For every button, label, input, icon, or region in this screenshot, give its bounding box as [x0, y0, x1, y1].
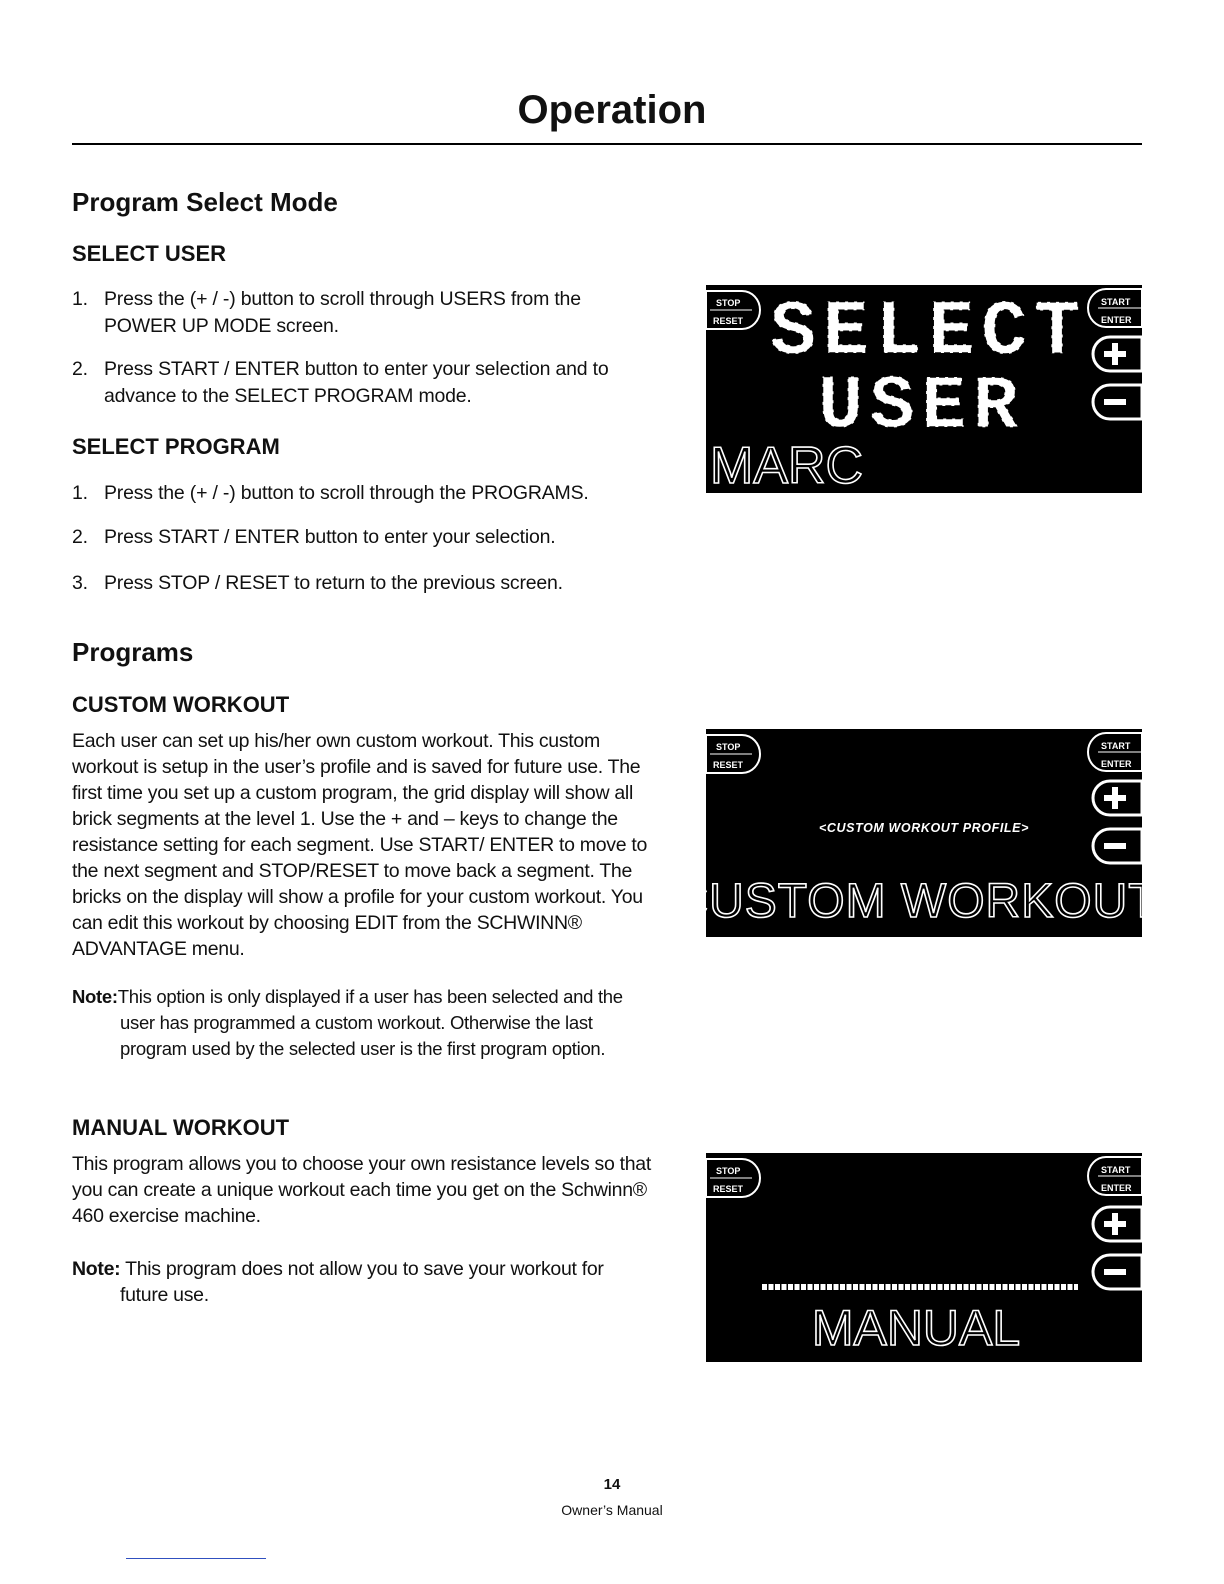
start-label: START — [1101, 741, 1131, 751]
list-number: 3. — [72, 572, 88, 594]
minus-icon — [1093, 1255, 1142, 1289]
note-label: Note: — [72, 986, 118, 1007]
list-text: Press the (+ / -) button to scroll through USERS from the POWER UP MODE screen. — [104, 288, 581, 337]
list-item — [72, 480, 632, 507]
display-line-1: SELECT — [769, 289, 1087, 377]
footer-label: Owner’s Manual — [561, 1502, 663, 1518]
stop-label: STOP — [716, 1166, 741, 1176]
stop-label: STOP — [716, 298, 741, 308]
list-item — [72, 524, 632, 551]
start-label: START — [1101, 1165, 1131, 1175]
note-text: This option is only displayed if a user has been selected and the user has programmed a custom workout. Otherwise the last program used by the selected user is the first program option. — [117, 986, 623, 1059]
enter-label: ENTER — [1101, 1183, 1132, 1193]
subheading-custom-workout: CUSTOM WORKOUT — [72, 692, 290, 717]
plus-icon — [1093, 1207, 1142, 1241]
stop-reset-button — [706, 735, 760, 773]
reset-label: RESET — [713, 316, 744, 326]
plus-icon — [1093, 337, 1142, 371]
list-item — [72, 286, 632, 340]
subheading-select-user: SELECT USER — [72, 241, 227, 266]
manual-workout-body: This program allows you to choose your own resistance levels so that you can create a unique workout each time you get on the Schwinn® 460 exercise machine. — [72, 1153, 651, 1227]
subheading-select-program: SELECT PROGRAM — [72, 434, 280, 459]
console-display-manual — [706, 1153, 1142, 1362]
list-number: 2. — [72, 526, 88, 548]
display-main-text: MANUAL — [811, 1300, 1021, 1356]
custom-workout-body: Each user can set up his/her own custom workout. This custom workout is setup in the user’s profile and is saved for future use. The first time you set up a custom program, the grid display will show all brick segments at the level 1. Use the + and – keys to change the resistance setting for each segment. Use START/ ENTER to move to the next segment and STOP/RESET to move back a segment. The bricks on the display will show a profile for your custom workout. You can edit this workout by choosing EDIT from the SCHWINN® ADVANTAGE menu. — [72, 730, 648, 960]
minus-icon — [1093, 385, 1142, 419]
section-heading-program-select: Program Select Mode — [72, 187, 338, 217]
enter-label: ENTER — [1101, 759, 1132, 769]
page-number: 14 — [603, 1476, 621, 1493]
list-item — [72, 356, 632, 410]
section-heading-programs: Programs — [72, 637, 194, 667]
list-text: Press the (+ / -) button to scroll through the PROGRAMS. — [104, 482, 589, 504]
console-display-custom-workout — [673, 729, 1159, 937]
footer-rule — [126, 1558, 266, 1559]
list-text: Press START / ENTER button to enter your selection. — [104, 526, 556, 548]
plus-icon — [1093, 781, 1142, 815]
list-number: 2. — [72, 358, 88, 380]
display-main-text: CUSTOM WORKOUT — [673, 875, 1159, 928]
title-divider — [72, 143, 1142, 145]
reset-label: RESET — [713, 1184, 744, 1194]
reset-label: RESET — [713, 760, 744, 770]
minus-icon — [1093, 829, 1142, 863]
list-number: 1. — [72, 288, 88, 310]
start-enter-button — [1088, 289, 1142, 327]
note-label: Note: — [72, 1258, 121, 1280]
display-user-name: MARC — [710, 437, 864, 495]
manual-workout-note — [72, 1256, 652, 1308]
console-display-select-user — [706, 285, 1142, 493]
stop-reset-button — [706, 291, 760, 329]
page-title: Operation — [517, 88, 707, 132]
list-item — [72, 570, 632, 597]
display-line-2: USER — [817, 364, 1025, 450]
start-enter-button — [1088, 733, 1142, 771]
list-number: 1. — [72, 482, 88, 504]
note-text: This program does not allow you to save your workout for future use. — [120, 1258, 604, 1306]
start-enter-button — [1088, 1157, 1142, 1195]
list-text: Press START / ENTER button to enter your selection and to advance to the SELECT PROGRAM mode. — [104, 358, 609, 407]
subheading-manual-workout: MANUAL WORKOUT — [72, 1115, 290, 1140]
custom-workout-profile-label: <CUSTOM WORKOUT PROFILE> — [818, 821, 1030, 835]
enter-label: ENTER — [1101, 315, 1132, 325]
list-text: Press STOP / RESET to return to the previous screen. — [104, 572, 563, 594]
stop-label: STOP — [716, 742, 741, 752]
start-label: START — [1101, 297, 1131, 307]
stop-reset-button — [706, 1159, 760, 1197]
custom-workout-note — [72, 984, 652, 1062]
